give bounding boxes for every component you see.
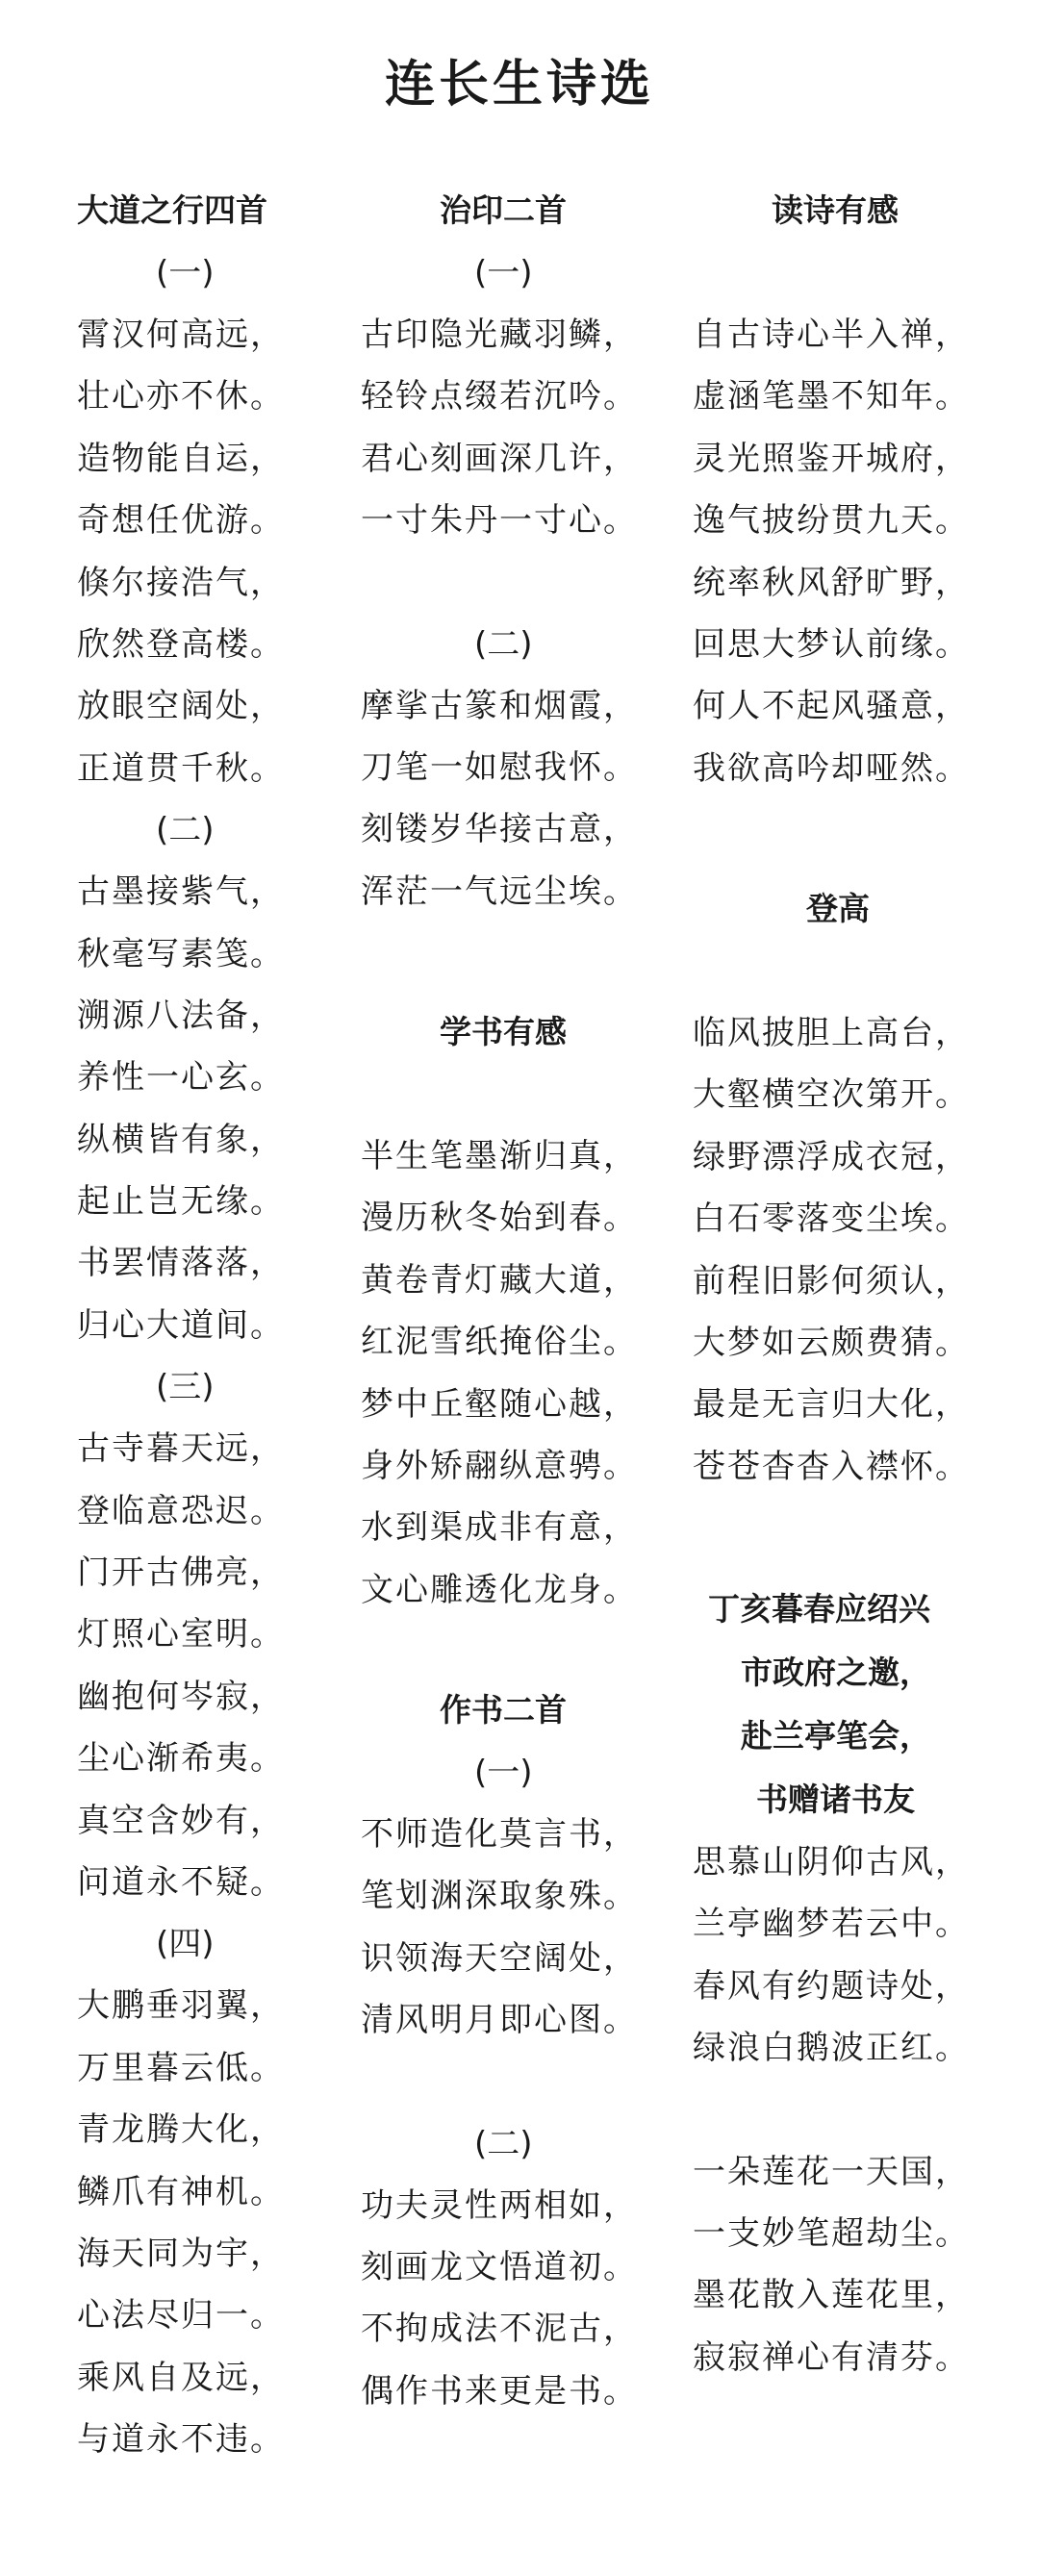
poem-line: 刻画龙文悟道初。 [361,2247,638,2286]
poem-line: 问道永不疑。 [77,1862,285,1902]
poem-line: 大梦如云颇费猜。 [693,1323,970,1362]
poem-part [361,1742,688,2052]
part-number: (一) [474,1754,533,1792]
poem-line: 绿浪白鹅波正红。 [693,2029,970,2068]
poem-line: 倏尔接浩气， [77,563,285,602]
poem-line: 墨花散入莲花里， [693,2276,970,2315]
poem-part [693,304,1020,799]
poem-line: 漫历秋冬始到春。 [361,1199,638,1238]
poem-title: 大道之行四首 [77,191,267,229]
poem-line: 不拘成法不泥古， [361,2310,638,2349]
poem-line: 清风明月即心图。 [361,2001,638,2040]
poem-title: 学书有感 [440,1013,567,1050]
poem-line: 鳞爪有神机。 [77,2172,285,2211]
spacer [693,2080,1020,2141]
poem-line: 黄卷青灯藏大道， [361,1260,638,1300]
poem-line: 文心雕透化龙身。 [361,1570,638,1609]
poem-line: 白石零落变尘埃。 [693,1200,970,1239]
poem-title: 作书二首 [440,1691,567,1729]
spacer [693,941,1020,1002]
poem-part [77,799,404,1356]
poem-line: 奇想任优游。 [77,501,285,541]
poem-line: 春风有约题诗处， [693,1966,970,2006]
poem-line: 红泥雪纸掩俗尘。 [361,1323,638,1362]
poem-part [693,1002,1020,1498]
poem-line: 尘心渐希夷。 [77,1739,285,1779]
poem-title-line: 丁亥暮春应绍兴 [708,1590,930,1628]
poem-line: 万里暮云低。 [77,2048,285,2087]
poem-line: 寂寂禅心有清芬。 [693,2337,970,2377]
poem-line: 溯源八法备， [77,996,285,1035]
part-number: (三) [156,1368,215,1407]
part-number: (一) [156,254,215,292]
poem-line: 临风披胆上高台， [693,1014,970,1052]
poem-line: 欣然登高楼。 [77,624,285,664]
poem-line: 海天同为宇， [77,2234,285,2273]
poem-line: 轻铃点缀若沉吟。 [361,377,638,417]
poem-line: 何人不起风骚意， [693,687,970,726]
poem-line: 统率秋风舒旷野， [693,563,970,602]
poem-line: 古墨接紫气， [77,872,285,912]
poem-line: 幽抱何岑寂， [77,1677,285,1716]
poem-title-line: 市政府之邀， [741,1654,931,1691]
poem-part [693,2141,1020,2389]
poem-zuoshu [361,1679,688,2422]
poem-line: 归心大道间。 [77,1305,285,1345]
poem-line: 一朵莲花一天国， [693,2152,970,2191]
poem-line: 自古诗心半入禅， [693,316,970,354]
poem-line: 最是无言归大化， [693,1385,970,1425]
poem-line: 身外矫翮纵意骋。 [361,1446,638,1485]
poem-part [77,1356,404,1913]
poem-line: 逸气披纷贯九天。 [693,501,970,541]
poem-line: 刻镂岁华接古意， [361,810,638,849]
poem-line: 摩挲古篆和烟霞， [361,686,638,725]
poem-line: 偶作书来更是书。 [361,2371,638,2411]
poem-line: 造物能自运， [77,439,285,478]
poem-line: 大鹏垂羽翼， [77,1986,285,2026]
poem-line: 前程旧影何须认， [693,1261,970,1301]
poem-line: 灯照心室明。 [77,1615,285,1654]
poem-part [361,242,688,552]
poem-part [77,1913,404,2470]
poem-line: 浑茫一气远尘埃。 [361,871,638,911]
poem-line: 兰亭幽梦若云中。 [693,1905,970,1944]
poem-line: 一寸朱丹一寸心。 [361,501,638,541]
spacer [361,2052,688,2113]
part-number: (一) [474,254,533,292]
poem-line: 养性一心玄。 [77,1058,285,1098]
poem-line: 思慕山阴仰古风， [693,1843,970,1881]
poem-part [693,1831,1020,2080]
poem-lanting [693,1578,1020,2388]
poem-denggao [693,877,1020,1498]
poem-line: 不师造化莫言书， [361,1815,638,1854]
poem-line: 心法尽归一。 [77,2296,285,2336]
poem-title: 登高 [806,890,870,927]
poem-title-line: 书赠诸书友 [756,1780,915,1818]
poem-line: 灵光照鉴开城府， [693,439,970,478]
poem-line: 正道贯千秋。 [77,748,285,788]
poem-line: 起止岂无缘。 [77,1182,285,1222]
poem-line: 我欲高吟却哑然。 [693,748,970,788]
spacer [361,552,688,614]
spacer [361,1064,688,1125]
poem-title-line: 赴兰亭笔会， [741,1717,931,1755]
poem-line: 书罢情落落， [77,1244,285,1283]
poem-line: 古寺暮天远， [77,1429,285,1469]
poem-line: 秋毫写素笺。 [77,934,285,973]
poem-line: 一支妙笔超劫尘。 [693,2213,970,2253]
poem-line: 真空含妙有， [77,1801,285,1840]
poem-line: 功夫灵性两相如， [361,2185,638,2225]
poem-line: 君心刻画深几许， [361,439,638,478]
poem-dadao-zhixing [77,179,404,2471]
poem-title: 读诗有感 [772,191,899,229]
poem-line: 苍苍杳杳入襟怀。 [693,1447,970,1486]
poem-line: 放眼空阔处， [77,687,285,726]
poem-part [361,2113,688,2423]
spacer [693,242,1020,304]
poem-line: 梦中丘壑随心越， [361,1384,638,1424]
part-number: (二) [474,624,533,664]
poem-line: 绿野漂浮成衣冠， [693,1137,970,1176]
poem-part [77,242,404,799]
part-number: (二) [474,2124,533,2163]
poem-line: 登临意恐迟。 [77,1491,285,1530]
poem-line: 青龙腾大化， [77,2110,285,2150]
poem-line: 门开古佛亮， [77,1553,285,1593]
poem-line: 纵横皆有象， [77,1120,285,1159]
poem-part [361,1125,688,1621]
poem-line: 乘风自及远， [77,2358,285,2397]
poem-dushi [693,179,1020,799]
poem-title: 治印二首 [440,191,567,229]
page-title: 连长生诗选 [384,56,654,114]
poem-line: 识领海天空阔处， [361,1938,638,1978]
poem-line: 古印隐光藏羽鳞， [361,316,638,354]
poem-line: 壮心亦不休。 [77,377,285,417]
part-number: (四) [156,1925,215,1964]
poem-zhiyin [361,179,688,922]
poem-line: 与道永不违。 [77,2420,285,2460]
poem-line: 笔划渊深取象殊。 [361,1877,638,1916]
poem-line: 大壑横空次第开。 [693,1075,970,1115]
poem-xueshu [361,1000,688,1621]
poem-line: 水到渠成非有意， [361,1508,638,1548]
poem-line: 霄汉何高远， [77,316,285,354]
poem-line: 虚涵笔墨不知年。 [693,377,970,417]
part-number: (二) [156,811,215,850]
poem-line: 回思大梦认前缘。 [693,624,970,664]
poem-line: 刀笔一如慰我怀。 [361,747,638,787]
poem-part [361,614,688,923]
poem-line: 半生笔墨渐归真， [361,1137,638,1175]
